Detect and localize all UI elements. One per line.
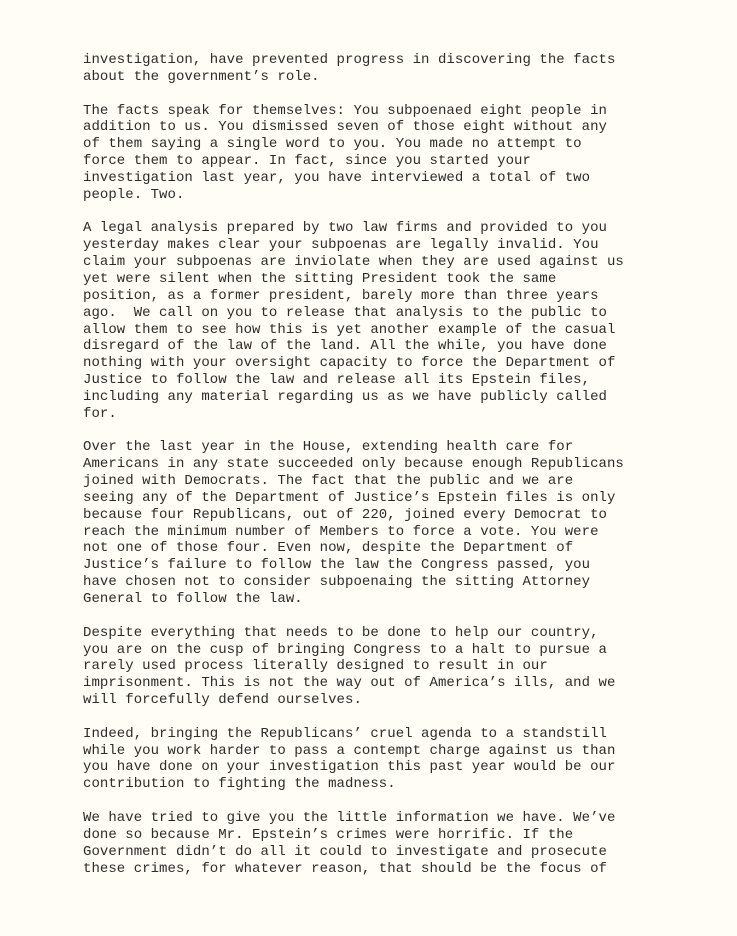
letter-body (83, 52, 673, 894)
text-line: not one of those four. Even now, despite the Department of (83, 540, 574, 557)
text-line: will forcefully defend ourselves. (83, 692, 362, 709)
text-line: yet were silent when the sitting President took the same (83, 270, 557, 287)
text-line: reach the minimum number of Members to force a vote. You were (83, 523, 599, 540)
text-line: position, as a former president, barely more than three years (83, 287, 599, 304)
text-line: contribution to fighting the madness. (83, 776, 396, 793)
text-line: you have done on your investigation this past year would be our (83, 759, 616, 776)
paragraph-1 (83, 52, 673, 86)
text-line: claim your subpoenas are inviolate when they are used against us (83, 254, 624, 271)
text-line: General to follow the law. (83, 591, 303, 607)
text-line: because four Republicans, out of 220, joined every Democrat to (83, 506, 607, 523)
paragraph-3 (83, 220, 673, 422)
text-line: have chosen not to consider subpoenaing the sitting Attorney (83, 574, 591, 591)
text-line: Indeed, bringing the Republicans’ cruel agenda to a standstill (83, 725, 607, 742)
text-line: We have tried to give you the little information we have. We’ve (83, 809, 616, 826)
paragraph-6 (83, 726, 673, 793)
text-line: ago. We call on you to release that analysis to the public to (83, 304, 607, 321)
text-line: seeing any of the Department of Justice’s Epstein files is only (83, 489, 616, 506)
text-line: Americans in any state succeeded only because enough Republicans (83, 456, 624, 473)
text-line: nothing with your oversight capacity to force the Department of (83, 355, 616, 372)
text-line: including any material regarding us as we have publicly called (83, 388, 607, 405)
text-line: people. Two. (83, 186, 185, 203)
text-line: The facts speak for themselves: You subpoenaed eight people in (83, 102, 607, 119)
text-line: these crimes, for whatever reason, that should be the focus of (83, 860, 607, 877)
text-line: about the government’s role. (83, 68, 320, 85)
text-line: imprisonment. This is not the way out of America’s ills, and we (83, 675, 616, 692)
text-line: while you work harder to pass a contempt charge against us than (83, 742, 616, 759)
text-line: yesterday makes clear your subpoenas are legally invalid. You (83, 237, 599, 254)
paragraph-4 (83, 439, 673, 607)
text-line: disregard of the law of the land. All the while, you have done (83, 338, 607, 355)
text-line: Justice to follow the law and release all its Epstein files, (83, 372, 591, 389)
text-line: Despite everything that needs to be done to help our country, (83, 624, 599, 641)
text-line: investigation, have prevented progress in discovering the facts (83, 52, 616, 68)
text-line: Over the last year in the House, extending health care for (83, 439, 574, 456)
text-line: Justice’s failure to follow the law the Congress passed, you (83, 557, 591, 574)
text-line: Government didn’t do all it could to investigate and prosecute (83, 843, 607, 860)
text-line: allow them to see how this is yet another example of the casual (83, 321, 616, 338)
text-line: joined with Democrats. The fact that the public and we are (83, 473, 574, 490)
text-line: force them to appear. In fact, since you started your (83, 153, 531, 170)
text-line: addition to us. You dismissed seven of those eight without any (83, 119, 607, 136)
text-line: A legal analysis prepared by two law firms and provided to you (83, 220, 607, 237)
text-line: rarely used process literally designed to result in our (83, 658, 548, 675)
paragraph-2 (83, 103, 673, 204)
text-line: done so because Mr. Epstein’s crimes were horrific. If the (83, 826, 574, 843)
paragraph-7 (83, 810, 673, 877)
text-line: you are on the cusp of bringing Congress to a halt to pursue a (83, 641, 607, 658)
text-line: of them saying a single word to you. You made no attempt to (83, 136, 582, 153)
text-line: for. (83, 405, 117, 422)
text-line: investigation last year, you have interviewed a total of two (83, 169, 591, 186)
paragraph-5 (83, 625, 673, 709)
